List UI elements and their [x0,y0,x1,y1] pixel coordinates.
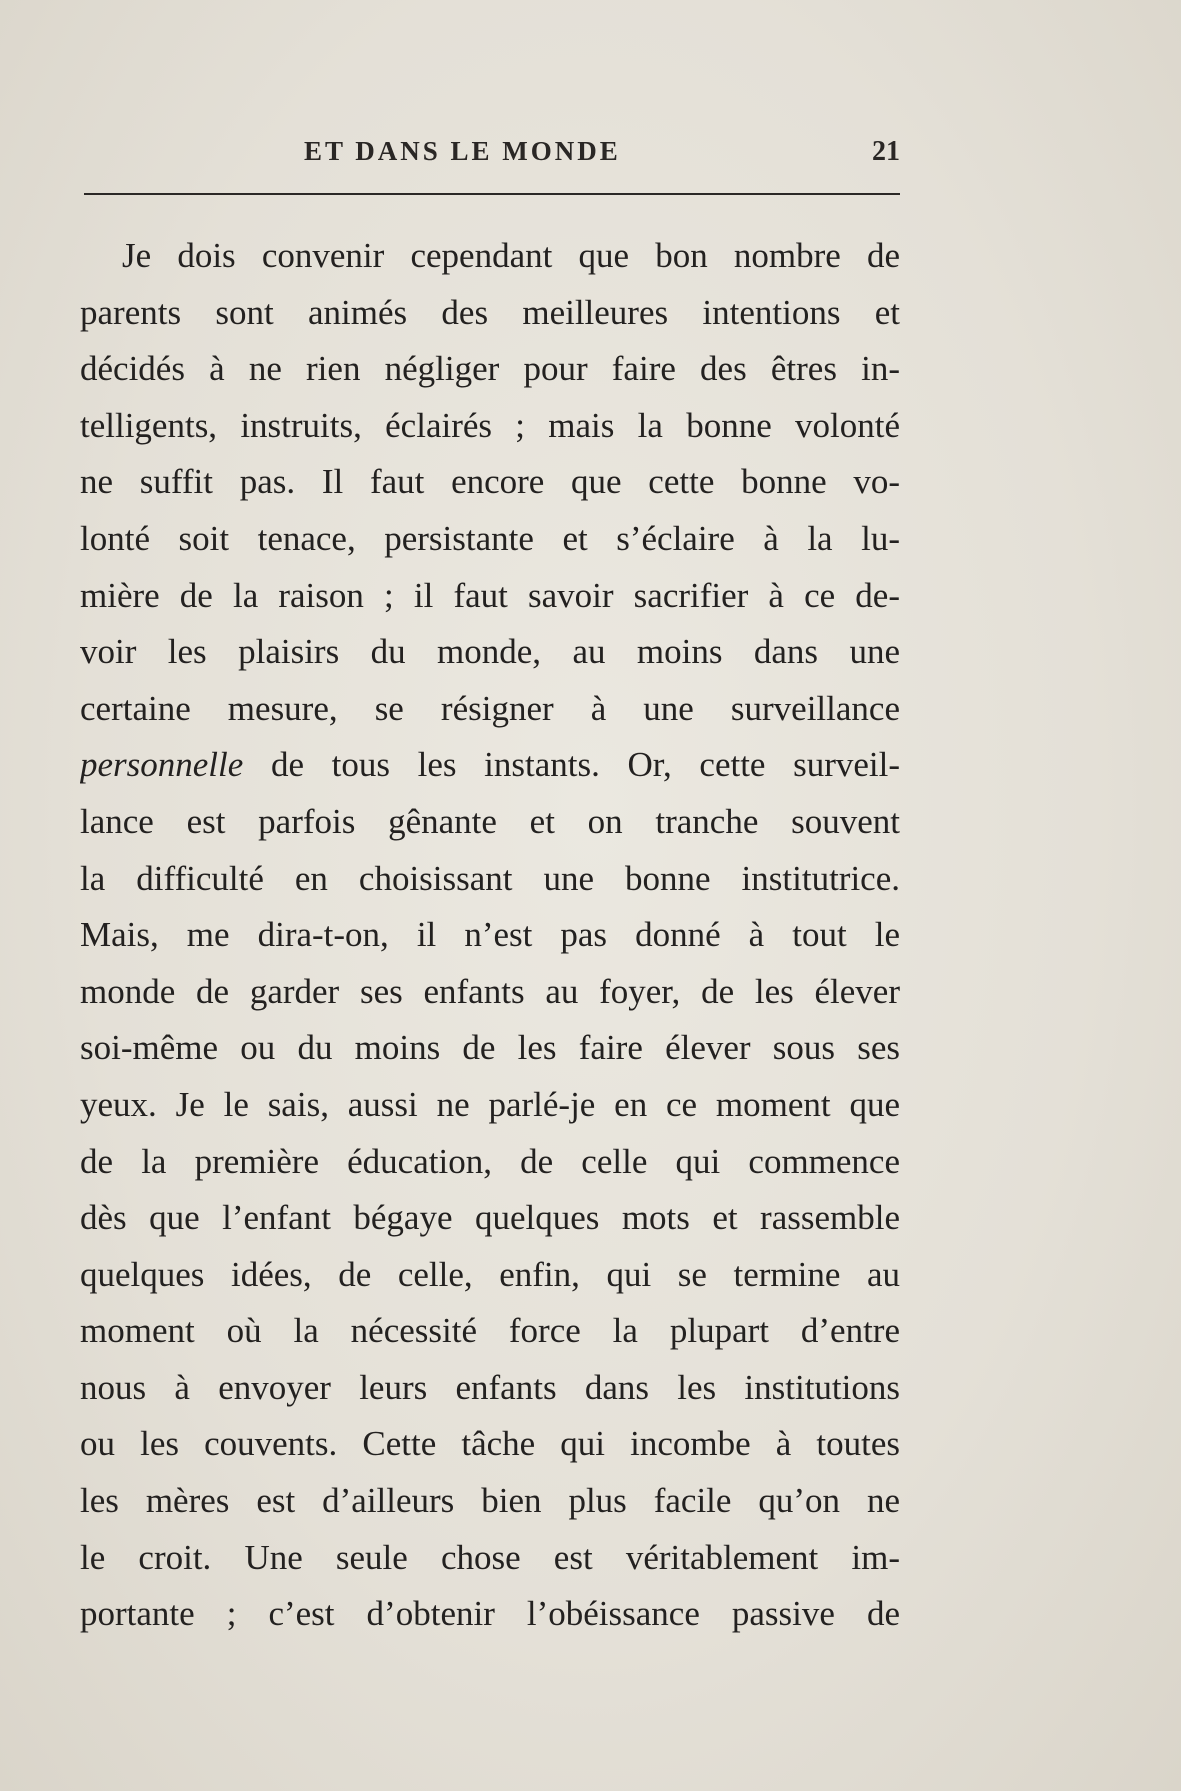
text-line: mière de la raison ; il faut savoir sacrifier à ce de- [80,575,900,615]
text-line: soi-même ou du moins de les faire élever sous ses [80,1028,900,1068]
text-line: lonté soit tenace, persistante et s’éclaire à la lu- [80,518,900,558]
text-line: yeux. Je le sais, aussi ne parlé-je en ce moment que [80,1084,900,1124]
text-line: décidés à ne rien négliger pour faire des êtres in- [80,349,900,389]
text-line: ne suffit pas. Il faut encore que cette bonne vo- [80,462,900,502]
text-line: moment où la nécessité force la plupart d’entre [80,1311,900,1351]
text-line: dès que l’enfant bégaye quelques mots et rassemble [80,1198,900,1238]
text-line: quelques idées, de celle, enfin, qui se termine au [80,1254,900,1294]
text-line: monde de garder ses enfants au foyer, de les élever [80,971,900,1011]
text-line: Mais, me dira-t-on, il n’est pas donné à tout le [80,915,900,955]
emphasis-word: personnelle [80,745,244,785]
text-line: voir les plaisirs du monde, au moins dans une [80,632,900,672]
text-line: certaine mesure, se résigner à une surveillance [80,688,900,728]
text-line: Je dois convenir cependant que bon nombre de [122,236,900,275]
running-title: ET DANS LE MONDE [304,136,621,166]
body-text [80,228,900,1643]
text-line: le croit. Une seule chose est véritablement im- [80,1537,900,1577]
text-line: portante ; c’est d’obtenir l’obéissance passive de [80,1594,900,1634]
text-line: ou les couvents. Cette tâche qui incombe à toutes [80,1424,900,1464]
text-line: nous à envoyer leurs enfants dans les institutions [80,1367,900,1407]
text-line: lance est parfois gênante et on tranche souvent [80,801,900,841]
page-number: 21 [872,136,900,167]
page-header [84,132,900,176]
text-line-with-emphasis [80,737,900,794]
text-line: parents sont animés des meilleures intentions et [80,292,900,332]
header-rule [84,193,900,195]
text-line: telligents, instruits, éclairés ; mais la bonne volonté [80,405,900,445]
text-line-rest: de tous les instants. Or, cette surveil- [270,745,900,785]
text-line: la difficulté en choisissant une bonne institutrice. [80,858,900,898]
text-line: les mères est d’ailleurs bien plus facile qu’on ne [80,1481,900,1521]
text-line: de la première éducation, de celle qui commence [80,1141,900,1181]
